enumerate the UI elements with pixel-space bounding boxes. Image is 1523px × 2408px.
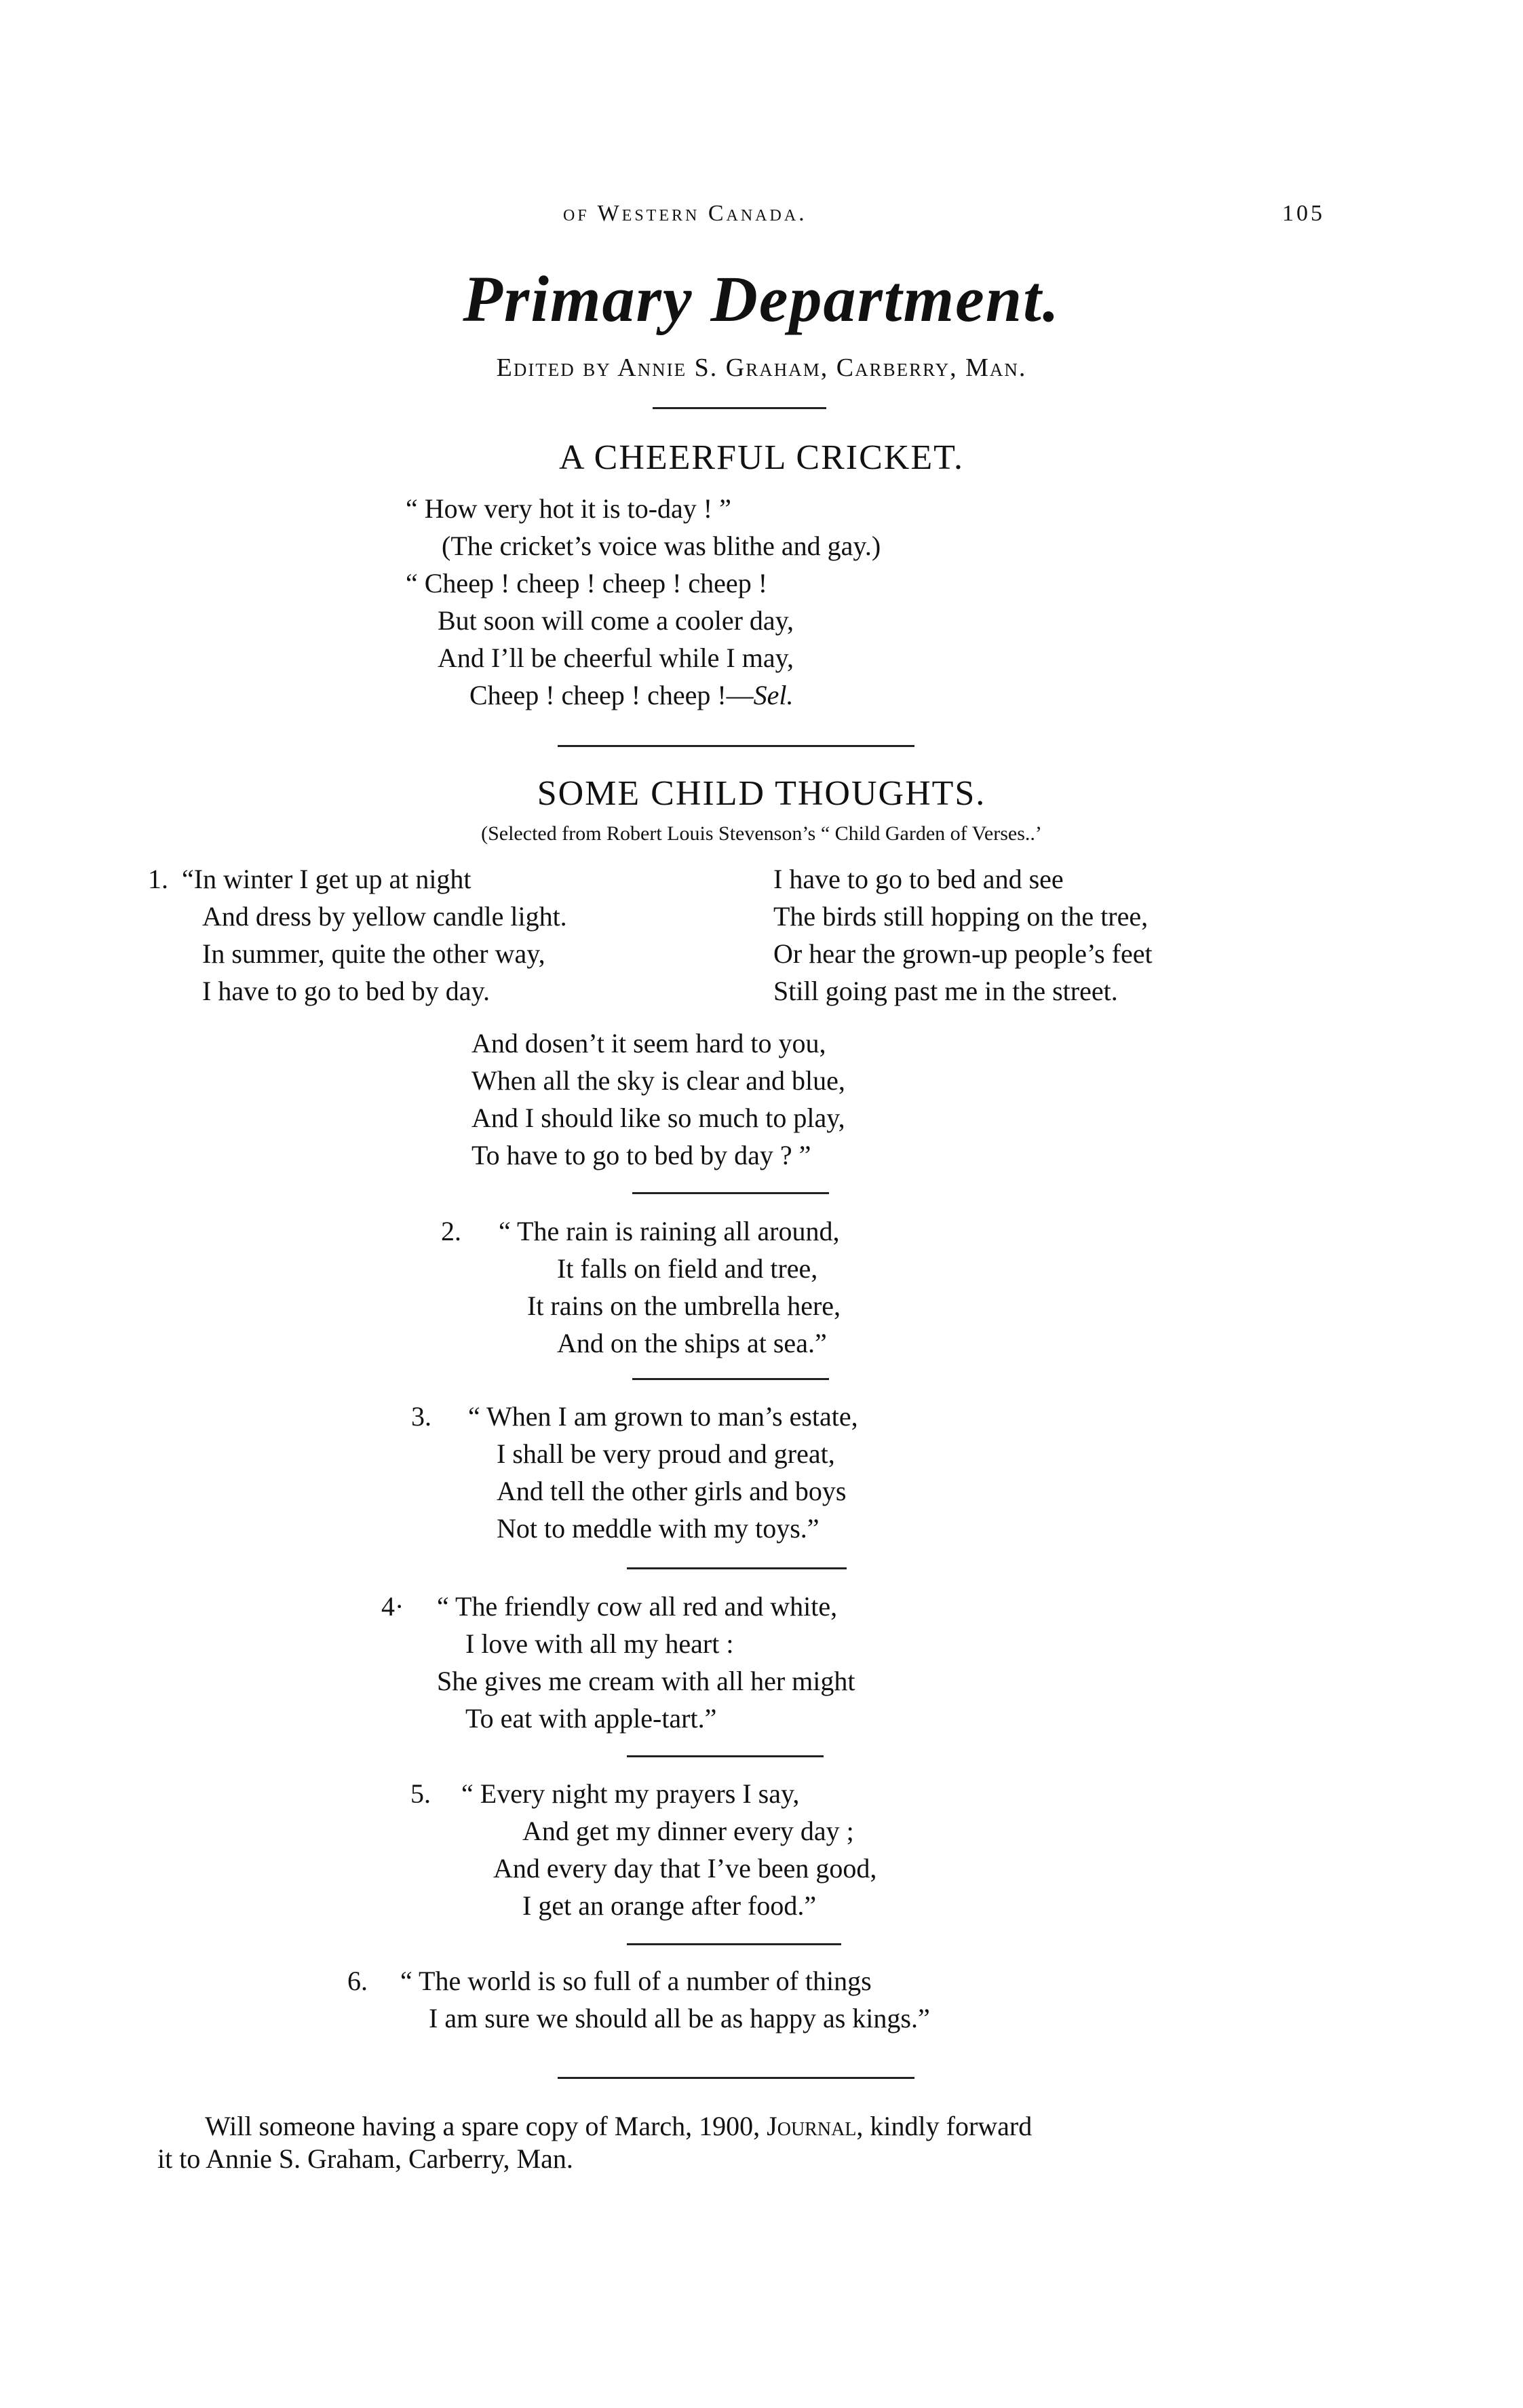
verse-line: Still going past me in the street. — [773, 976, 1118, 1006]
verse-line: But soon will come a cooler day, — [438, 605, 794, 636]
stanza-number: 6. — [347, 1966, 368, 1996]
verse-line: Or hear the grown-up people’s feet — [773, 938, 1153, 969]
verse-line: To eat with apple-tart.” — [465, 1703, 717, 1734]
verse-line: “ When I am grown to man’s estate, — [468, 1401, 858, 1432]
verse-line: Not to meddle with my toys.” — [497, 1513, 820, 1544]
stanza-number: 5. — [410, 1778, 431, 1809]
divider — [558, 2077, 914, 2079]
verse-line: (The cricket’s voice was blithe and gay.) — [442, 531, 881, 561]
verse-text: Cheep ! cheep ! cheep !— — [469, 680, 754, 710]
stanza-number: 1. — [148, 864, 168, 894]
verse-line: I am sure we should all be as happy as kings.” — [429, 2003, 930, 2033]
poem-subtitle: (Selected from Robert Louis Stevenson’s “ Child Garden of Verses..’ — [481, 822, 1042, 845]
stanza-1-end — [471, 1025, 845, 1174]
verse-line: The birds still hopping on the tree, — [773, 901, 1149, 932]
poem-cricket-verse — [406, 490, 881, 714]
stanza-1-right — [773, 860, 1153, 1010]
stanza-4 — [437, 1588, 855, 1737]
journal-name: Journal, — [767, 2111, 864, 2141]
stanza-3 — [468, 1398, 858, 1547]
verse-line: “ The rain is raining all around, — [499, 1216, 840, 1246]
verse-line: And I should like so much to play, — [471, 1103, 845, 1133]
stanza-number: 2. — [441, 1216, 461, 1246]
verse-line: “ The world is so full of a number of things — [400, 1966, 872, 1996]
verse-line: “ Every night my prayers I say, — [461, 1778, 800, 1809]
verse-line: “ Cheep ! cheep ! cheep ! cheep ! — [406, 568, 768, 598]
divider — [558, 745, 914, 747]
verse-line: In summer, quite the other way, — [202, 938, 545, 969]
divider — [632, 1378, 829, 1380]
editor-credit: Edited by Annie S. Graham, Carberry, Man. — [496, 353, 1027, 382]
verse-line: And on the ships at sea.” — [557, 1328, 827, 1358]
notice-line — [157, 2110, 1365, 2143]
stanza-number: 3. — [411, 1401, 431, 1432]
verse-line: She gives me cream with all her might — [437, 1666, 855, 1696]
verse-line: And tell the other girls and boys — [497, 1476, 847, 1506]
running-title: of Western Canada. — [563, 201, 807, 226]
stanza-number: 4· — [381, 1591, 404, 1622]
verse-line: And every day that I’ve been good, — [493, 1853, 877, 1884]
stanza-2 — [499, 1212, 841, 1362]
verse-line: And I’ll be cheerful while I may, — [438, 643, 794, 673]
notice-text: Will someone having a spare copy of March, 1900, — [205, 2111, 760, 2141]
stanza-6 — [400, 1962, 930, 2037]
verse-line: It rains on the umbrella here, — [527, 1291, 841, 1321]
verse-line: I have to go to bed and see — [773, 864, 1064, 894]
verse-line: “ How very hot it is to-day ! ” — [406, 493, 731, 524]
verse-line: It falls on field and tree, — [557, 1253, 818, 1284]
verse-line: I shall be very proud and great, — [497, 1438, 835, 1469]
poem-title-child-thoughts: SOME CHILD THOUGHTS. — [537, 774, 986, 813]
verse-line: “In winter I get up at night — [182, 864, 471, 894]
verse-line: And dress by yellow candle light. — [202, 901, 567, 932]
source-credit: Sel. — [753, 680, 794, 710]
page-number: 105 — [1282, 201, 1325, 226]
poem-title-cheerful-cricket: A CHEERFUL CRICKET. — [558, 438, 965, 477]
divider — [653, 407, 826, 409]
verse-line: When all the sky is clear and blue, — [471, 1065, 845, 1096]
verse-line: And dosen’t it seem hard to you, — [471, 1028, 826, 1058]
notice-text: kindly forward — [870, 2111, 1033, 2141]
verse-line: I get an orange after food.” — [522, 1890, 817, 1921]
divider — [627, 1755, 824, 1757]
divider — [632, 1192, 829, 1194]
verse-line: And get my dinner every day ; — [522, 1816, 854, 1846]
notice-line: it to Annie S. Graham, Carberry, Man. — [157, 2143, 573, 2174]
department-title: Primary Department. — [463, 263, 1060, 335]
notice-paragraph — [157, 2110, 1365, 2175]
stanza-5 — [461, 1775, 876, 1924]
divider — [627, 1567, 847, 1569]
stanza-1-left — [182, 860, 567, 1010]
verse-line: To have to go to bed by day ? ” — [471, 1140, 811, 1170]
verse-line: I have to go to bed by day. — [202, 976, 490, 1006]
verse-line: I love with all my heart : — [465, 1628, 734, 1659]
verse-line — [406, 676, 881, 714]
verse-line: “ The friendly cow all red and white, — [437, 1591, 838, 1622]
divider — [627, 1943, 841, 1945]
